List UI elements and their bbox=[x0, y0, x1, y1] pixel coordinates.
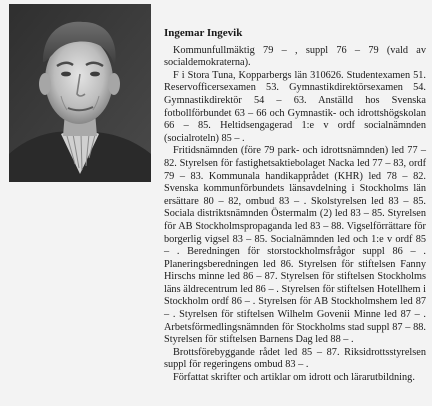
paragraph-assembly: Kommunfullmäktig 79 – , suppl 76 – 79 (vald av socialdemokraterna). bbox=[164, 44, 426, 69]
portrait-photo bbox=[9, 4, 151, 182]
paragraph-national-posts: Brottsförebyggande rådet led 85 – 87. Riksidrottsstyrelsen suppl för regeringens ombud 83 – . bbox=[164, 346, 426, 371]
paragraph-municipal-posts: Fritidsnämnden (före 79 park- och idrottsnämnden) led 77 – 82. Styrelsen för fastighetsaktiebolaget Nacka led 77 – 83, ordf 79 – 83. Kommunala handikapprådet (KHR) led 78 – 82. Svenska kommunförbundets länsavdelning i Stockholms län ersättare 80 – 82, ombud 83 – . Skolstyrelsen led 83 – 85. Sociala distriktsnämnden Östermalm (2) led 83 – 85. Styrelsen för AB Stockholmspropaganda led 83 – 88. Vigselförrättare för borgerlig vigsel 83 – 85. Socialnämnden led och 1:e v ordf 85 – . Beredningen för storstockholmsfrågor suppl 86 – . Planeringsberedningen led 86. Styrelsen för stiftelsen Fanny Hirschs minne led 86 – 87. Styrelsen för stiftelsen Stockholms läns äldrecentrum led 86 – . Styrelsen för stiftelsen Hotellhem i Stockholm ordf 86 – . Styrelsen för AB Stockholmshem led 87 – . Styrelsen för stiftelsen Wilhelm Govenii Minne led 87 – . Arbetsförmedlingsnämnden för Stockholms stad suppl 87 – 88. Styrelsen för stiftelsen Barnens Dag led 88 – . bbox=[164, 145, 426, 346]
person-name: Ingemar Ingevik bbox=[164, 27, 243, 39]
paragraph-background: F i Stora Tuna, Kopparbergs län 310626. Studentexamen 51. Reservofficersexamen 53. Gymnastikdirektörsexamen 54. Gymnastikdirektör 54 – 63. Anställd hos Svenska fotbollförbundet 63 – 66 och Gymnastik- och idrottshögskolan 66 – 85. Heltidsengagerad 1:e v ordf socialnämnden (socialroteln) 85 – . bbox=[164, 69, 426, 144]
paragraph-publications: Författat skrifter och artiklar om idrott och lärarutbildning. bbox=[173, 372, 415, 384]
biography-entry bbox=[164, 27, 426, 385]
